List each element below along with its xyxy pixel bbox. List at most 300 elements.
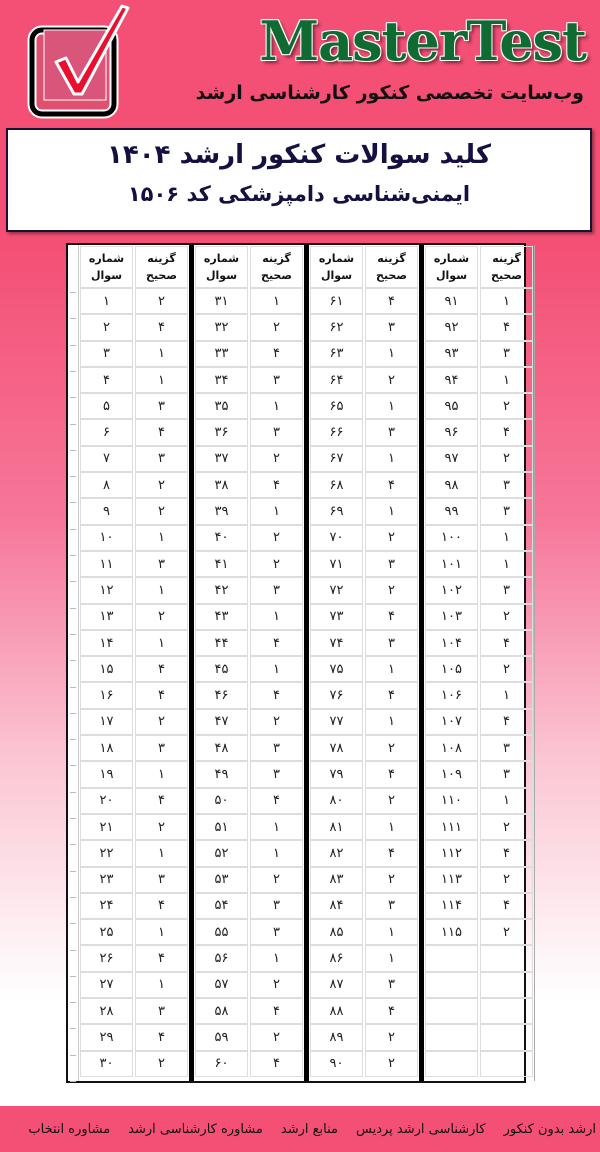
footer-nav (0, 1106, 600, 1152)
question-number-cell: ۲۷ (80, 972, 133, 998)
gutter-tick (70, 713, 76, 714)
question-number-cell: ۷۲ (310, 577, 363, 603)
question-number-cell: ۱۲ (80, 577, 133, 603)
table-gutter (68, 245, 79, 1081)
footer-link-arshad-bedune-konkur[interactable]: ارشد بدون کنکور (503, 1121, 596, 1137)
correct-answer-cell: ۱ (250, 498, 303, 524)
correct-answer-cell: ۱ (250, 945, 303, 971)
question-number-cell: ۶۳ (310, 341, 363, 367)
correct-answer-header (135, 246, 188, 288)
question-number-cell: ۲۲ (80, 840, 133, 866)
header-label: گزینه (492, 252, 521, 265)
question-number-cell: ۶۹ (310, 498, 363, 524)
question-number-cell: ۲۴ (80, 893, 133, 919)
correct-answer-cell: ۱ (480, 788, 533, 814)
correct-answer-header (365, 246, 418, 288)
question-number-cell: ۱۰۹ (425, 761, 478, 787)
question-number-cell: ۹۰ (310, 1051, 363, 1077)
question-number-cell: ۸۱ (310, 814, 363, 840)
question-number-cell: ۳۴ (195, 367, 248, 393)
gutter-tick (70, 397, 76, 398)
correct-answer-cell: ۲ (135, 1051, 188, 1077)
question-number-cell: ۳ (80, 341, 133, 367)
correct-answer-cell: ۲ (480, 814, 533, 840)
gutter-tick (70, 844, 76, 845)
correct-answer-cell: ۱ (480, 288, 533, 314)
question-number-cell: ۶۱ (310, 288, 363, 314)
gutter-tick (70, 1081, 76, 1082)
header-label: گزینه (262, 252, 291, 265)
question-number-cell: ۱۰۳ (425, 604, 478, 630)
column-group (424, 245, 535, 1081)
correct-answer-cell: ۳ (365, 314, 418, 340)
gutter-tick (70, 424, 76, 425)
correct-answer-cell: ۳ (135, 446, 188, 472)
question-number-cell (425, 972, 478, 998)
correct-answer-cell: ۴ (250, 998, 303, 1024)
correct-answer-cell: ۲ (365, 577, 418, 603)
question-number-cell: ۲ (80, 314, 133, 340)
question-number-cell: ۳۷ (195, 446, 248, 472)
correct-answer-cell: ۱ (250, 393, 303, 419)
correct-answer-cell: ۱ (135, 367, 188, 393)
header-label: صحیح (146, 269, 177, 282)
question-number-cell: ۹ (80, 498, 133, 524)
column-group (79, 245, 194, 1081)
correct-answer-cell: ۱ (480, 525, 533, 551)
brand-name[interactable]: MasterTest (259, 9, 586, 73)
gutter-tick (70, 555, 76, 556)
gutter-tick (70, 739, 76, 740)
correct-answer-cell: ۱ (365, 656, 418, 682)
question-number-cell: ۴ (80, 367, 133, 393)
footer-link-arshad-pardis[interactable]: کارشناسی ارشد پردیس (356, 1121, 486, 1137)
correct-answer-cell: ۱ (135, 630, 188, 656)
header-label: سوال (90, 269, 123, 282)
correct-answer-cell: ۲ (365, 867, 418, 893)
correct-answer-cell: ۳ (480, 735, 533, 761)
correct-answer-cell: ۴ (365, 288, 418, 314)
tagline: وب‌سایت تخصصی کنکور کارشناسی ارشد (195, 82, 584, 104)
gutter-tick (70, 476, 76, 477)
question-number-cell: ۸ (80, 472, 133, 498)
correct-answer-cell: ۲ (365, 1024, 418, 1050)
question-number-cell: ۵۶ (195, 945, 248, 971)
correct-answer-cell: ۱ (250, 656, 303, 682)
question-number-cell: ۲۹ (80, 1024, 133, 1050)
question-number-cell: ۵۳ (195, 867, 248, 893)
question-number-cell: ۱۹ (80, 761, 133, 787)
gutter-tick (70, 871, 76, 872)
question-number-cell: ۲۳ (80, 867, 133, 893)
gutter-tick (70, 345, 76, 346)
question-number-cell: ۷۳ (310, 604, 363, 630)
question-number-cell: ۵۱ (195, 814, 248, 840)
correct-answer-cell: ۲ (135, 472, 188, 498)
question-number-cell: ۸۲ (310, 840, 363, 866)
question-number-cell: ۷ (80, 446, 133, 472)
correct-answer-cell: ۱ (135, 840, 188, 866)
question-number-cell: ۷۱ (310, 551, 363, 577)
question-number-cell: ۹۷ (425, 446, 478, 472)
correct-answer-cell: ۲ (135, 814, 188, 840)
correct-answer-cell: ۴ (135, 945, 188, 971)
correct-answer-cell: ۳ (135, 735, 188, 761)
correct-answer-cell: ۳ (480, 761, 533, 787)
question-number-cell: ۷۶ (310, 682, 363, 708)
correct-answer-cell: ۴ (135, 314, 188, 340)
correct-answer-cell: ۴ (480, 630, 533, 656)
correct-answer-cell: ۴ (250, 630, 303, 656)
question-number-cell: ۹۸ (425, 472, 478, 498)
correct-answer-cell: ۲ (365, 788, 418, 814)
correct-answer-cell: ۳ (135, 551, 188, 577)
correct-answer-cell (480, 998, 533, 1024)
correct-answer-cell: ۱ (135, 341, 188, 367)
header-label: شماره (88, 252, 125, 265)
correct-answer-cell: ۲ (365, 367, 418, 393)
correct-answer-cell: ۲ (135, 288, 188, 314)
correct-answer-cell: ۱ (365, 446, 418, 472)
table-columns (79, 245, 520, 1081)
column-group (194, 245, 309, 1081)
correct-answer-cell: ۱ (480, 367, 533, 393)
correct-answer-cell: ۴ (135, 1024, 188, 1050)
question-number-cell: ۱۰۸ (425, 735, 478, 761)
correct-answer-cell: ۴ (480, 709, 533, 735)
question-number-cell: ۱۰۶ (425, 682, 478, 708)
correct-answer-cell: ۴ (480, 314, 533, 340)
correct-answer-cell: ۳ (135, 998, 188, 1024)
question-number-cell: ۴۱ (195, 551, 248, 577)
gutter-tick (70, 608, 76, 609)
question-number-cell: ۴۰ (195, 525, 248, 551)
header-label: گزینه (147, 252, 176, 265)
correct-answer-cell: ۴ (250, 1051, 303, 1077)
question-number-cell: ۵۵ (195, 919, 248, 945)
correct-answer-cell: ۳ (365, 551, 418, 577)
question-number-cell: ۱۰۵ (425, 656, 478, 682)
question-number-cell: ۱۳ (80, 604, 133, 630)
correct-answer-column (364, 245, 419, 1081)
question-number-cell: ۱ (80, 288, 133, 314)
question-number-cell: ۵۴ (195, 893, 248, 919)
correct-answer-cell: ۱ (365, 709, 418, 735)
correct-answer-cell: ۲ (480, 656, 533, 682)
question-number-cell: ۸۹ (310, 1024, 363, 1050)
question-number-cell: ۸۶ (310, 945, 363, 971)
correct-answer-cell: ۱ (135, 761, 188, 787)
gutter-tick (70, 1002, 76, 1003)
question-number-cell: ۲۱ (80, 814, 133, 840)
gutter-tick (70, 292, 76, 293)
question-number-cell: ۵۹ (195, 1024, 248, 1050)
title-box (6, 128, 592, 232)
correct-answer-cell: ۱ (480, 551, 533, 577)
question-number-cell: ۱۱۳ (425, 867, 478, 893)
correct-answer-cell: ۱ (250, 604, 303, 630)
question-number-cell: ۸۰ (310, 788, 363, 814)
correct-answer-cell: ۲ (250, 709, 303, 735)
correct-answer-cell: ۱ (480, 682, 533, 708)
correct-answer-cell: ۴ (135, 788, 188, 814)
correct-answer-cell: ۴ (365, 761, 418, 787)
correct-answer-cell: ۴ (365, 998, 418, 1024)
correct-answer-cell: ۳ (135, 393, 188, 419)
correct-answer-cell: ۳ (365, 630, 418, 656)
question-number-column (194, 245, 249, 1081)
header-label: سوال (205, 269, 238, 282)
correct-answer-cell: ۴ (250, 341, 303, 367)
gutter-tick (70, 765, 76, 766)
question-number-cell: ۵۷ (195, 972, 248, 998)
question-number-cell: ۴۷ (195, 709, 248, 735)
answer-key-table (66, 243, 526, 1083)
correct-answer-cell: ۴ (480, 893, 533, 919)
gutter-tick (70, 1055, 76, 1056)
question-number-cell: ۹۳ (425, 341, 478, 367)
question-number-cell: ۹۲ (425, 314, 478, 340)
question-number-cell: ۹۶ (425, 419, 478, 445)
question-number-cell: ۵۲ (195, 840, 248, 866)
question-number-cell: ۶۸ (310, 472, 363, 498)
question-number-cell: ۱۶ (80, 682, 133, 708)
question-number-header (425, 246, 478, 288)
question-number-cell (425, 998, 478, 1024)
correct-answer-cell: ۲ (250, 525, 303, 551)
gutter-tick (70, 450, 76, 451)
correct-answer-cell: ۴ (365, 472, 418, 498)
header-label: سوال (320, 269, 353, 282)
correct-answer-cell: ۲ (250, 972, 303, 998)
question-number-cell: ۳۰ (80, 1051, 133, 1077)
gutter-tick (70, 581, 76, 582)
correct-answer-cell: ۱ (365, 341, 418, 367)
correct-answer-cell: ۴ (250, 788, 303, 814)
question-number-cell: ۴۳ (195, 604, 248, 630)
correct-answer-cell: ۴ (480, 419, 533, 445)
header-label: گزینه (377, 252, 406, 265)
correct-answer-cell: ۳ (480, 577, 533, 603)
correct-answer-cell: ۲ (135, 604, 188, 630)
question-number-cell: ۶ (80, 419, 133, 445)
correct-answer-cell: ۳ (250, 761, 303, 787)
question-number-cell: ۳۳ (195, 341, 248, 367)
footer-link-moshavere-arshad[interactable]: مشاوره کارشناسی ارشد (128, 1121, 263, 1137)
question-number-cell: ۲۰ (80, 788, 133, 814)
site-header (0, 0, 600, 125)
question-number-cell: ۱۰۲ (425, 577, 478, 603)
gutter-tick (70, 792, 76, 793)
question-number-cell: ۹۹ (425, 498, 478, 524)
gutter-tick (70, 634, 76, 635)
correct-answer-cell: ۳ (250, 735, 303, 761)
question-number-column (309, 245, 364, 1081)
correct-answer-cell: ۴ (135, 419, 188, 445)
question-number-cell: ۱۷ (80, 709, 133, 735)
page-title: کلید سوالات کنکور ارشد ۱۴۰۴ (107, 140, 491, 170)
question-number-cell: ۸۵ (310, 919, 363, 945)
correct-answer-header (480, 246, 533, 288)
correct-answer-cell: ۳ (365, 893, 418, 919)
gutter-tick (70, 529, 76, 530)
question-number-cell: ۶۷ (310, 446, 363, 472)
correct-answer-cell: ۳ (250, 367, 303, 393)
correct-answer-cell: ۲ (135, 498, 188, 524)
correct-answer-cell: ۲ (480, 446, 533, 472)
correct-answer-cell: ۲ (135, 709, 188, 735)
question-number-cell: ۱۰ (80, 525, 133, 551)
gutter-tick (70, 1028, 76, 1029)
question-number-cell: ۴۶ (195, 682, 248, 708)
correct-answer-cell: ۲ (250, 314, 303, 340)
gutter-tick (70, 502, 76, 503)
correct-answer-cell: ۲ (250, 446, 303, 472)
correct-answer-cell: ۲ (250, 867, 303, 893)
question-number-cell: ۷۹ (310, 761, 363, 787)
correct-answer-column (249, 245, 304, 1081)
correct-answer-cell: ۴ (135, 682, 188, 708)
header-label: سوال (435, 269, 468, 282)
gutter-tick (70, 950, 76, 951)
header-label: شماره (203, 252, 240, 265)
correct-answer-cell: ۳ (250, 893, 303, 919)
correct-answer-cell: ۱ (365, 814, 418, 840)
footer-link-manabe-arshad[interactable]: منابع ارشد (280, 1121, 338, 1137)
header-label: صحیح (376, 269, 407, 282)
question-number-cell: ۲۵ (80, 919, 133, 945)
correct-answer-cell: ۱ (250, 814, 303, 840)
question-number-cell: ۳۶ (195, 419, 248, 445)
question-number-cell: ۱۱۴ (425, 893, 478, 919)
header-label: صحیح (261, 269, 292, 282)
question-number-cell: ۴۸ (195, 735, 248, 761)
column-group (309, 245, 424, 1081)
question-number-cell: ۷۵ (310, 656, 363, 682)
correct-answer-cell: ۱ (365, 919, 418, 945)
question-number-cell: ۷۷ (310, 709, 363, 735)
question-number-cell: ۷۰ (310, 525, 363, 551)
correct-answer-cell: ۱ (365, 498, 418, 524)
question-number-cell: ۱۰۱ (425, 551, 478, 577)
question-number-cell: ۶۰ (195, 1051, 248, 1077)
footer-link-moshavere-entekhab[interactable]: مشاوره انتخاب (28, 1121, 111, 1137)
header-label: شماره (318, 252, 355, 265)
question-number-cell (425, 1051, 478, 1077)
correct-answer-cell: ۳ (135, 867, 188, 893)
correct-answer-cell: ۱ (135, 972, 188, 998)
question-number-cell: ۸۳ (310, 867, 363, 893)
question-number-cell: ۳۹ (195, 498, 248, 524)
question-number-cell: ۱۱۱ (425, 814, 478, 840)
question-number-cell: ۱۸ (80, 735, 133, 761)
correct-answer-cell: ۱ (250, 288, 303, 314)
question-number-cell: ۳۲ (195, 314, 248, 340)
question-number-cell: ۹۵ (425, 393, 478, 419)
correct-answer-cell: ۲ (365, 735, 418, 761)
question-number-header (310, 246, 363, 288)
question-number-cell: ۹۱ (425, 288, 478, 314)
correct-answer-cell: ۳ (480, 472, 533, 498)
question-number-cell: ۶۲ (310, 314, 363, 340)
question-number-cell: ۲۶ (80, 945, 133, 971)
gutter-tick (70, 976, 76, 977)
question-number-cell: ۱۱۵ (425, 919, 478, 945)
question-number-cell: ۹۴ (425, 367, 478, 393)
correct-answer-cell: ۱ (365, 393, 418, 419)
question-number-header (80, 246, 133, 288)
question-number-cell: ۵ (80, 393, 133, 419)
gutter-tick (70, 318, 76, 319)
question-number-cell: ۵۸ (195, 998, 248, 1024)
correct-answer-cell: ۴ (135, 656, 188, 682)
checkbox-checkmark-icon[interactable] (18, 0, 133, 122)
header-label: شماره (433, 252, 470, 265)
correct-answer-cell: ۳ (365, 419, 418, 445)
header-label: صحیح (491, 269, 522, 282)
question-number-cell: ۸۸ (310, 998, 363, 1024)
correct-answer-column (134, 245, 189, 1081)
question-number-cell: ۲۸ (80, 998, 133, 1024)
question-number-cell: ۷۴ (310, 630, 363, 656)
correct-answer-cell (480, 972, 533, 998)
correct-answer-cell: ۱ (135, 919, 188, 945)
correct-answer-cell: ۴ (365, 682, 418, 708)
question-number-cell: ۸۴ (310, 893, 363, 919)
gutter-tick (70, 923, 76, 924)
question-number-cell: ۱۱۰ (425, 788, 478, 814)
correct-answer-cell: ۲ (250, 551, 303, 577)
question-number-cell: ۵۰ (195, 788, 248, 814)
correct-answer-cell: ۴ (250, 682, 303, 708)
question-number-cell: ۱۰۰ (425, 525, 478, 551)
question-number-cell: ۶۴ (310, 367, 363, 393)
question-number-cell: ۳۱ (195, 288, 248, 314)
correct-answer-cell: ۱ (365, 945, 418, 971)
question-number-cell: ۳۸ (195, 472, 248, 498)
gutter-tick (70, 371, 76, 372)
question-number-cell: ۶۵ (310, 393, 363, 419)
gutter-tick (70, 660, 76, 661)
correct-answer-cell: ۱ (135, 577, 188, 603)
correct-answer-cell: ۲ (480, 393, 533, 419)
gutter-tick (70, 687, 76, 688)
question-number-column (424, 245, 479, 1081)
question-number-cell: ۸۷ (310, 972, 363, 998)
correct-answer-cell (480, 945, 533, 971)
question-number-cell: ۷۸ (310, 735, 363, 761)
correct-answer-cell: ۱ (250, 840, 303, 866)
question-number-cell: ۱۱۲ (425, 840, 478, 866)
correct-answer-cell: ۱ (135, 525, 188, 551)
correct-answer-cell: ۴ (365, 840, 418, 866)
correct-answer-cell: ۲ (480, 604, 533, 630)
correct-answer-header (250, 246, 303, 288)
correct-answer-cell: ۳ (480, 498, 533, 524)
correct-answer-cell: ۴ (365, 604, 418, 630)
question-number-cell: ۴۵ (195, 656, 248, 682)
question-number-cell: ۱۰۷ (425, 709, 478, 735)
correct-answer-cell: ۳ (365, 972, 418, 998)
correct-answer-cell: ۲ (480, 867, 533, 893)
page-subtitle: ایمنی‌شناسی دامپزشکی کد ۱۵۰۶ (127, 182, 471, 206)
correct-answer-cell: ۴ (135, 893, 188, 919)
question-number-cell (425, 1024, 478, 1050)
question-number-column (79, 245, 134, 1081)
correct-answer-cell (480, 1051, 533, 1077)
correct-answer-cell: ۲ (480, 919, 533, 945)
question-number-cell: ۴۴ (195, 630, 248, 656)
